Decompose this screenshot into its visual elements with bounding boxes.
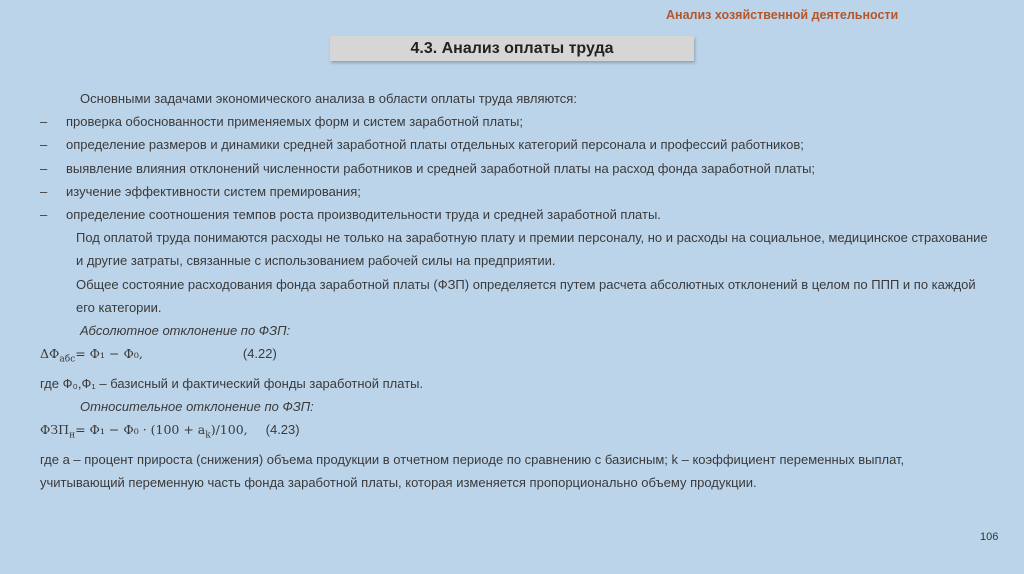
list-item-text: определение соотношения темпов роста производительности труда и средней заработной платы. [66,207,661,223]
list-item [40,110,990,133]
paragraph-labor-cost: Под оплатой труда понимаются расходы не только на заработную плату и премии персоналу, но и расходы на социальное, медицинское страхование и другие затраты, связанные с использованием рабочей силы на предприятии. [76,230,988,269]
formula-rhs: = Ф₁ − Ф₀, [75,346,143,362]
formula-4-22 [40,342,990,372]
dash-marker: – [40,183,48,199]
paragraph-fund-state: Общее состояние расходования фонда заработной платы (ФЗП) определяется путем расчета абсолютных отклонений в целом по ППП и по каждой его категории. [76,276,976,315]
dash-marker: – [40,207,48,223]
slide-title [330,36,694,61]
formula-note: где a – процент прироста (снижения) объема продукции в отчетном периоде по сравнению с базисным; k – коэффициент переменных выплат, учитывающий переменную часть фонда заработной платы, которая изменяется пропорционально объему продукции. [40,452,905,491]
relative-deviation-heading: Относительное отклонение по ФЗП: [80,399,314,415]
intro-paragraph: Основными задачами экономического анализа в области оплаты труда являются: [80,91,577,106]
formula-4-23 [40,418,990,448]
list-item-text: определение размеров и динамики средней заработной платы отдельных категорий персонала и профессий работников; [66,137,804,153]
list-item-text: выявление влияния отклонений численности работников и средней заработной платы на расход фонда заработной платы; [66,160,816,176]
slide-title-text: 4.3. Анализ оплаты труда [410,39,614,57]
list-item [40,157,990,180]
formula-note: где Ф₀,Ф₁ – базисный и фактический фонды заработной платы. [40,375,424,391]
section-label: Анализ хозяйственной деятельности [666,8,899,22]
list-item [40,203,990,226]
list-item [40,180,990,203]
formula-lhs: $\Delta Ф_{абс}$ [40,346,76,365]
dash-marker: – [40,160,48,176]
list-item-text: изучение эффективности систем премирования; [66,183,361,199]
formula-number: (4.23) [265,422,300,438]
dash-marker: – [40,114,48,130]
list-item [40,133,990,156]
formula-rhs: = $Ф_1 - Ф_0 \cdot (100 + a_k)/100$, [75,422,248,441]
absolute-deviation-heading: Абсолютное отклонение по ФЗП: [80,323,291,339]
dash-marker: – [40,137,48,153]
formula-lhs: $ФЗП_н$ [40,422,76,441]
slide-content [40,87,990,494]
list-item-text: проверка обоснованности применяемых форм и систем заработной платы; [66,114,523,130]
page-number: 106 [980,531,999,543]
formula-number: (4.22) [242,346,277,362]
